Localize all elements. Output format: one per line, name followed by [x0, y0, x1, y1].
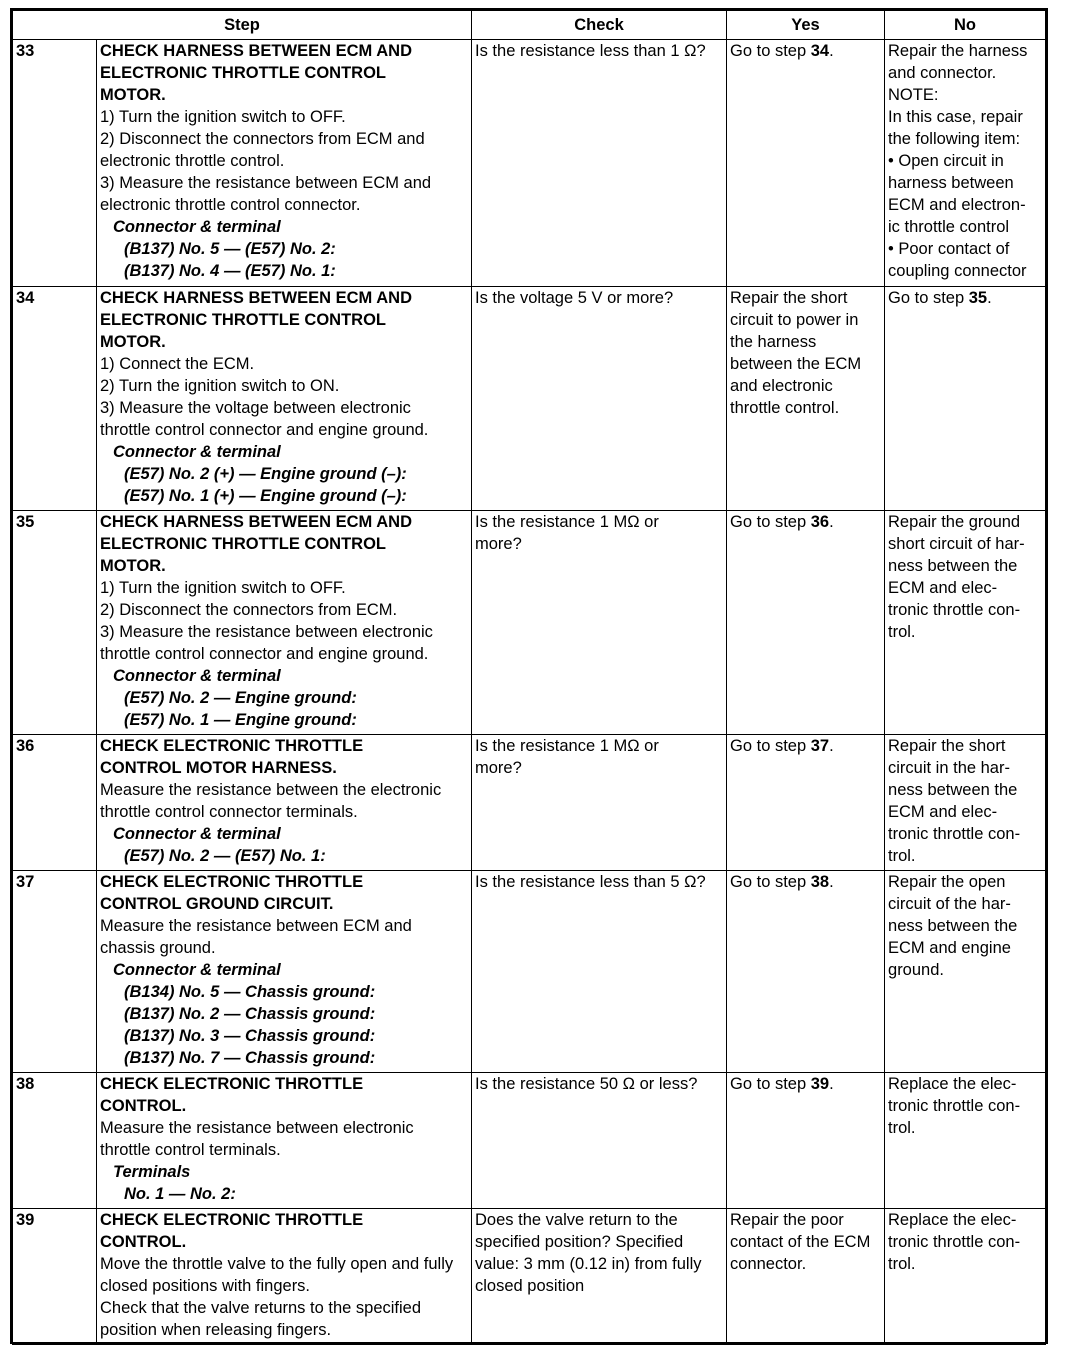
terminal-spec: (E57) No. 2 (+) — Engine ground (–):	[124, 465, 407, 483]
no-action-line: ness between the	[888, 781, 1018, 799]
step-instruction-line: Move the throttle valve to the fully open and fully	[100, 1255, 454, 1273]
no-action-line: Repair the open	[888, 873, 1006, 891]
yes-action-line: and electronic	[730, 377, 833, 395]
connector-heading: Connector & terminal	[113, 667, 281, 685]
table-row	[13, 1209, 1046, 1345]
goto-step-link[interactable]: 37	[810, 737, 830, 755]
connector-heading: Connector & terminal	[113, 443, 281, 461]
no-action	[885, 871, 1046, 1073]
check-question	[472, 287, 727, 511]
step-instruction-line: 3) Measure the resistance between electronic	[100, 623, 433, 641]
step-title-line: CONTROL GROUND CIRCUIT.	[100, 895, 334, 913]
no-action	[885, 1073, 1046, 1209]
step-title-line: CHECK ELECTRONIC THROTTLE	[100, 1075, 364, 1093]
table-header-row	[13, 11, 1046, 40]
table-body	[13, 40, 1046, 1345]
check-question	[472, 1209, 727, 1345]
goto-text: Go to step	[730, 513, 811, 531]
yes-action	[727, 735, 885, 871]
goto-period: .	[987, 289, 992, 307]
check-line: Is the resistance less than 1 Ω?	[475, 42, 706, 60]
step-instruction-line: Measure the resistance between the electronic	[100, 781, 442, 799]
terminal-spec: No. 1 — No. 2:	[124, 1185, 236, 1203]
step-description	[97, 287, 472, 511]
yes-action	[727, 287, 885, 511]
check-line: more?	[475, 759, 522, 777]
step-instruction-line: 1) Turn the ignition switch to OFF.	[100, 579, 346, 597]
yes-action	[727, 871, 885, 1073]
header-yes: Yes	[727, 11, 885, 40]
check-line: Is the resistance 50 Ω or less?	[475, 1075, 698, 1093]
step-title-line: CHECK ELECTRONIC THROTTLE	[100, 737, 364, 755]
goto-period: .	[829, 513, 834, 531]
no-action-line: circuit in the har-	[888, 759, 1010, 777]
step-title-line: MOTOR.	[100, 86, 166, 104]
no-action-line: ECM and electron-	[888, 196, 1026, 214]
step-instruction-line: 2) Turn the ignition switch to ON.	[100, 377, 340, 395]
no-action-line: ECM and engine	[888, 939, 1011, 957]
check-line: value: 3 mm (0.12 in) from fully	[475, 1255, 702, 1273]
step-instruction-line: throttle control connector and engine ground.	[100, 421, 429, 439]
step-title-line: CHECK HARNESS BETWEEN ECM AND	[100, 42, 412, 60]
yes-action-line: contact of the ECM	[730, 1233, 871, 1251]
no-action-line: trol.	[888, 1255, 916, 1273]
step-instruction-line: 3) Measure the voltage between electronic	[100, 399, 411, 417]
step-title-line: MOTOR.	[100, 333, 166, 351]
yes-action	[727, 40, 885, 287]
header-no: No	[885, 11, 1046, 40]
no-action-line: ECM and elec-	[888, 803, 998, 821]
check-question	[472, 871, 727, 1073]
table-row	[13, 871, 1046, 1073]
terminal-spec: (B137) No. 4 — (E57) No. 1:	[124, 262, 336, 280]
check-line: more?	[475, 535, 522, 553]
no-action	[885, 1209, 1046, 1345]
goto-period: .	[829, 42, 834, 60]
step-title-line: ELECTRONIC THROTTLE CONTROL	[100, 535, 386, 553]
yes-action-line: between the ECM	[730, 355, 862, 373]
no-action-line: harness between	[888, 174, 1014, 192]
step-description	[97, 871, 472, 1073]
no-action-line: short circuit of har-	[888, 535, 1025, 553]
no-action-line: tronic throttle con-	[888, 1097, 1021, 1115]
no-action-line: ness between the	[888, 917, 1018, 935]
step-instruction-line: closed positions with fingers.	[100, 1277, 311, 1295]
terminal-spec: (B137) No. 3 — Chassis ground:	[124, 1027, 376, 1045]
goto-text: Go to step	[730, 1075, 811, 1093]
yes-action	[727, 1073, 885, 1209]
terminal-spec: (E57) No. 2 — Engine ground:	[124, 689, 357, 707]
step-title-line: CHECK ELECTRONIC THROTTLE	[100, 873, 364, 891]
step-instruction-line: 1) Connect the ECM.	[100, 355, 255, 373]
step-title-line: ELECTRONIC THROTTLE CONTROL	[100, 64, 386, 82]
step-number: 33	[13, 40, 97, 287]
no-action	[885, 735, 1046, 871]
no-action	[885, 287, 1046, 511]
step-instruction-line: Measure the resistance between electronic	[100, 1119, 414, 1137]
connector-heading: Connector & terminal	[113, 961, 281, 979]
step-title-line: CONTROL MOTOR HARNESS.	[100, 759, 337, 777]
step-number: 34	[13, 287, 97, 511]
check-question	[472, 40, 727, 287]
table-row	[13, 1073, 1046, 1209]
step-number: 37	[13, 871, 97, 1073]
no-action-line: Repair the ground	[888, 513, 1021, 531]
step-number: 36	[13, 735, 97, 871]
no-action-line: tronic throttle con-	[888, 601, 1021, 619]
table-row	[13, 511, 1046, 735]
no-action-line: Repair the short	[888, 737, 1006, 755]
check-line: Does the valve return to the	[475, 1211, 678, 1229]
header-check: Check	[472, 11, 727, 40]
step-number: 39	[13, 1209, 97, 1345]
goto-text: Go to step	[730, 873, 811, 891]
goto-period: .	[829, 737, 834, 755]
step-title-line: CONTROL.	[100, 1233, 187, 1251]
step-instruction-line: position when releasing fingers.	[100, 1321, 332, 1339]
yes-action-line: throttle control.	[730, 399, 840, 417]
step-instruction-line: throttle control connector and engine ground.	[100, 645, 429, 663]
yes-action-line: circuit to power in	[730, 311, 859, 329]
check-line: Is the resistance less than 5 Ω?	[475, 873, 706, 891]
table-row	[13, 287, 1046, 511]
step-number: 35	[13, 511, 97, 735]
step-instruction-line: electronic throttle control connector.	[100, 196, 361, 214]
terminal-spec: (B137) No. 7 — Chassis ground:	[124, 1049, 376, 1067]
step-description	[97, 511, 472, 735]
no-action-line: ic throttle control	[888, 218, 1010, 236]
step-description	[97, 1073, 472, 1209]
no-action	[885, 40, 1046, 287]
no-action-line: Replace the elec-	[888, 1075, 1017, 1093]
yes-action-line: the harness	[730, 333, 817, 351]
table-row	[13, 735, 1046, 871]
step-title-line: CHECK HARNESS BETWEEN ECM AND	[100, 513, 412, 531]
terminal-spec: (E57) No. 1 (+) — Engine ground (–):	[124, 487, 407, 505]
terminal-spec: (E57) No. 1 — Engine ground:	[124, 711, 357, 729]
yes-action-line: Repair the poor	[730, 1211, 844, 1229]
goto-step-link[interactable]: 39	[810, 1075, 830, 1093]
no-action-line: the following item:	[888, 130, 1021, 148]
no-action-line: • Open circuit in	[888, 152, 1004, 170]
goto-text: Go to step	[888, 289, 969, 307]
step-instruction-line: 2) Disconnect the connectors from ECM and	[100, 130, 425, 148]
connector-heading: Connector & terminal	[113, 825, 281, 843]
step-number: 38	[13, 1073, 97, 1209]
no-action-line: circuit of the har-	[888, 895, 1011, 913]
step-description	[97, 1209, 472, 1345]
header-step: Step	[13, 11, 472, 40]
no-action-line: ECM and elec-	[888, 579, 998, 597]
goto-text: Go to step	[730, 737, 811, 755]
goto-period: .	[829, 873, 834, 891]
no-action-line: Repair the harness	[888, 42, 1028, 60]
no-action-line: ness between the	[888, 557, 1018, 575]
step-instruction-line: throttle control connector terminals.	[100, 803, 358, 821]
step-instruction-line: Measure the resistance between ECM and	[100, 917, 412, 935]
no-action-line: NOTE:	[888, 86, 939, 104]
no-action-line: tronic throttle con-	[888, 1233, 1021, 1251]
no-action-line: trol.	[888, 623, 916, 641]
no-action-line: In this case, repair	[888, 108, 1023, 126]
table-row	[13, 40, 1046, 287]
step-instruction-line: 2) Disconnect the connectors from ECM.	[100, 601, 398, 619]
step-instruction-line: electronic throttle control.	[100, 152, 285, 170]
step-title-line: CHECK ELECTRONIC THROTTLE	[100, 1211, 364, 1229]
check-line: specified position? Specified	[475, 1233, 684, 1251]
goto-step-link[interactable]: 36	[810, 513, 830, 531]
yes-action	[727, 511, 885, 735]
terminal-spec: (E57) No. 2 — (E57) No. 1:	[124, 847, 326, 865]
no-action-line: tronic throttle con-	[888, 825, 1021, 843]
yes-action-line: connector.	[730, 1255, 807, 1273]
no-action-line: trol.	[888, 1119, 916, 1137]
goto-text: Go to step	[730, 42, 811, 60]
check-line: closed position	[475, 1277, 585, 1295]
yes-action-line: Repair the short	[730, 289, 848, 307]
goto-step-link[interactable]: 34	[810, 42, 830, 60]
connector-heading: Terminals	[113, 1163, 191, 1181]
goto-step-link[interactable]: 35	[968, 289, 988, 307]
step-instruction-line: 1) Turn the ignition switch to OFF.	[100, 108, 346, 126]
step-instruction-line: chassis ground.	[100, 939, 216, 957]
step-description	[97, 40, 472, 287]
connector-heading: Connector & terminal	[113, 218, 281, 236]
step-instruction-line: throttle control terminals.	[100, 1141, 281, 1159]
check-question	[472, 1073, 727, 1209]
terminal-spec: (B137) No. 2 — Chassis ground:	[124, 1005, 376, 1023]
yes-action	[727, 1209, 885, 1345]
step-title-line: MOTOR.	[100, 557, 166, 575]
step-title-line: CHECK HARNESS BETWEEN ECM AND	[100, 289, 412, 307]
check-question	[472, 735, 727, 871]
no-action-line: • Poor contact of	[888, 240, 1010, 258]
step-title-line: CONTROL.	[100, 1097, 187, 1115]
no-action	[885, 511, 1046, 735]
step-description	[97, 735, 472, 871]
no-action-line: and connector.	[888, 64, 997, 82]
step-instruction-line: 3) Measure the resistance between ECM and	[100, 174, 432, 192]
step-instruction-line: Check that the valve returns to the specified	[100, 1299, 422, 1317]
diagnostic-procedure-sheet	[10, 8, 1048, 1344]
step-title-line: ELECTRONIC THROTTLE CONTROL	[100, 311, 386, 329]
no-action-line: Replace the elec-	[888, 1211, 1017, 1229]
diagnostic-table	[12, 10, 1046, 1345]
check-line: Is the resistance 1 MΩ or	[475, 513, 659, 531]
check-question	[472, 511, 727, 735]
terminal-spec: (B134) No. 5 — Chassis ground:	[124, 983, 376, 1001]
terminal-spec: (B137) No. 5 — (E57) No. 2:	[124, 240, 336, 258]
no-action-line: trol.	[888, 847, 916, 865]
check-line: Is the resistance 1 MΩ or	[475, 737, 659, 755]
no-action-line: coupling connector	[888, 262, 1027, 280]
check-line: Is the voltage 5 V or more?	[475, 289, 674, 307]
goto-step-link[interactable]: 38	[810, 873, 830, 891]
no-action-line: ground.	[888, 961, 944, 979]
goto-period: .	[829, 1075, 834, 1093]
